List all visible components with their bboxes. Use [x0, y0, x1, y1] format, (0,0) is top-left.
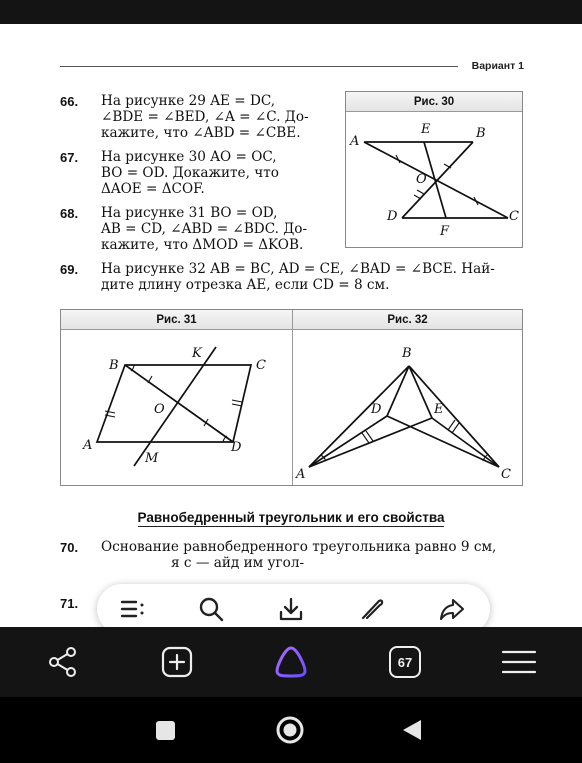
problem-71-number: 71. — [60, 596, 79, 611]
svg-text:D: D — [371, 402, 382, 417]
figure-31-caption: Рис. 31 — [61, 310, 292, 330]
share-arrow-button[interactable] — [433, 590, 471, 627]
problem-70-number: 70. — [60, 540, 79, 555]
svg-text:O: O — [154, 402, 165, 417]
bottom-app-bar — [0, 627, 582, 697]
menu-icon — [501, 648, 537, 676]
figure-32-caption: Рис. 32 — [292, 310, 522, 330]
problem-69-text: На рисунке 32 AB = BC, AD = CE, ∠BAD = ∠BCE. Най- дите длину отрезка AE, если CD = 8 см. — [101, 261, 495, 293]
variant-label: Вариант 1 — [471, 60, 524, 72]
problem-68-text: На рисунке 31 BO = OD, AB = CD, ∠ABD = ∠BDC. До- кажите, что ΔMOD = ΔKOB. — [101, 205, 308, 253]
add-button[interactable] — [154, 639, 200, 685]
svg-text:A: A — [350, 134, 360, 149]
svg-text:E: E — [434, 402, 444, 417]
floating-toolbar — [97, 584, 490, 627]
svg-text:K: K — [192, 346, 202, 361]
problem-66-text: На рисунке 29 AE = DC, ∠BDE = ∠BED, ∠A = ∠C. До- кажите, что ∠ABD = ∠CBE. — [101, 93, 309, 141]
assistant-button[interactable] — [268, 639, 314, 685]
problem-67-text: На рисунке 30 AO = OC, BO = OD. Докажите, что ΔAOE = ΔCOF. — [101, 149, 279, 197]
svg-text:A: A — [296, 467, 306, 482]
share-arrow-icon — [439, 596, 465, 622]
svg-text:B: B — [109, 358, 119, 373]
figures-31-32-table — [60, 309, 523, 486]
figure-30-caption: Рис. 30 — [346, 92, 522, 112]
svg-text:M: M — [145, 451, 159, 466]
add-icon — [161, 646, 193, 678]
back-icon — [401, 718, 423, 742]
back-button[interactable] — [392, 710, 432, 750]
svg-text:E: E — [421, 122, 431, 137]
recents-icon — [156, 721, 175, 740]
download-icon — [278, 596, 304, 622]
svg-text:F: F — [440, 224, 450, 239]
problem-68-number: 68. — [60, 206, 79, 221]
pen-icon — [359, 596, 385, 622]
recents-button[interactable] — [145, 710, 185, 750]
header-rule — [60, 66, 458, 67]
pages-icon: 67 — [389, 646, 421, 678]
system-nav-bar — [0, 697, 582, 763]
svg-text:B: B — [402, 346, 412, 361]
draw-button[interactable] — [353, 590, 391, 627]
svg-text:D: D — [231, 440, 242, 455]
search-icon — [198, 596, 224, 622]
svg-text:B: B — [476, 126, 486, 141]
problem-69-number: 69. — [60, 262, 79, 277]
svg-text:D: D — [387, 209, 398, 224]
home-button[interactable] — [270, 710, 310, 750]
download-button[interactable] — [272, 590, 310, 627]
assistant-icon — [273, 644, 309, 680]
figure-30 — [345, 91, 523, 248]
share-icon — [47, 646, 79, 678]
home-icon — [275, 715, 305, 745]
svg-text:C: C — [509, 209, 519, 224]
section-title: Равнобедренный треугольник и его свойства — [137, 510, 445, 525]
svg-text:C: C — [256, 358, 266, 373]
menu-button[interactable] — [496, 639, 542, 685]
problem-66-number: 66. — [60, 94, 79, 109]
document-page[interactable] — [0, 24, 582, 627]
pages-button[interactable] — [382, 639, 428, 685]
search-button[interactable] — [192, 590, 230, 627]
figure-30-drawing — [346, 113, 522, 248]
contents-button[interactable] — [113, 590, 151, 627]
svg-text:O: O — [416, 172, 427, 187]
figure-32-drawing — [293, 331, 523, 485]
problem-67-number: 67. — [60, 150, 79, 165]
figure-31-drawing — [61, 331, 291, 485]
status-bar — [0, 0, 582, 24]
problem-70-text: Основание равнобедренного треугольника равно 9 см, я с — айд им угол- — [101, 539, 497, 571]
svg-text:C: C — [501, 467, 511, 482]
list-icon — [119, 598, 145, 620]
svg-text:A: A — [83, 438, 93, 453]
share-button[interactable] — [40, 639, 86, 685]
